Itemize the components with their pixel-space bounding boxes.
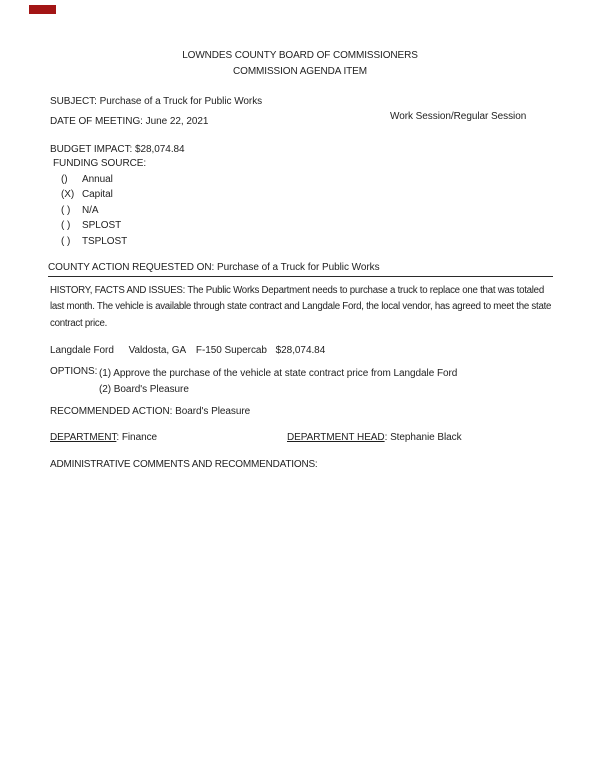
admin-comments-label: ADMINISTRATIVE COMMENTS AND RECOMMENDATIONS: (50, 459, 318, 470)
funding-option-label: TSPLOST (82, 235, 128, 247)
department-value: : Finance (116, 432, 158, 443)
document-title: LOWNDES COUNTY BOARD OF COMMISSIONERS (182, 50, 418, 61)
subject-value: Purchase of a Truck for Public Works (99, 96, 263, 107)
budget-impact-label: BUDGET IMPACT: (50, 144, 133, 155)
funding-source-list (61, 172, 127, 249)
recommended-action-value: Board's Pleasure (175, 406, 251, 417)
checkbox-tsplost: ( ) (61, 235, 71, 247)
checkbox-na: ( ) (61, 204, 71, 216)
funding-option-splost (61, 218, 127, 233)
subject-label: SUBJECT: (50, 96, 97, 107)
options-items (99, 366, 457, 398)
county-action-value: Purchase of a Truck for Public Works (217, 262, 380, 273)
meeting-date-line (50, 116, 208, 127)
history-facts-paragraph (50, 283, 558, 332)
options-label: OPTIONS: (50, 366, 98, 377)
funding-option-label: N/A (82, 204, 99, 216)
funding-option-label: SPLOST (82, 220, 122, 232)
history-text: The Public Works Department needs to purchase a truck to replace one that was totaled last month. The vehicle is available through state contract and Langdale Ford, the local vendor, has agreed to meet the state contract price. (50, 285, 552, 329)
department-head-line (287, 432, 462, 443)
recommended-action-line (50, 406, 250, 417)
vendor-line (50, 345, 325, 356)
department-head-value: : Stephanie Black (384, 432, 462, 443)
funding-option-label: Capital (82, 189, 113, 201)
recommended-action-label: RECOMMENDED ACTION: (50, 406, 173, 417)
option-2: (2) Board's Pleasure (99, 384, 189, 396)
meeting-date-label: DATE OF MEETING: (50, 116, 143, 127)
funding-option-tsplost (61, 234, 127, 249)
vendor-price: $28,074.84 (275, 345, 326, 356)
checkbox-splost: ( ) (61, 220, 71, 232)
county-action-line (48, 262, 553, 277)
funding-option-capital (61, 187, 127, 202)
redaction-mark (29, 5, 56, 14)
budget-impact-value: $28,074.84 (135, 144, 185, 155)
checkbox-capital-checked: (X) (61, 189, 75, 201)
session-type: Work Session/Regular Session (390, 111, 527, 122)
options-block (50, 366, 457, 398)
history-label: HISTORY, FACTS AND ISSUES: (50, 285, 186, 296)
county-action-label: COUNTY ACTION REQUESTED ON: (48, 262, 215, 273)
document-subtitle: COMMISSION AGENDA ITEM (233, 66, 367, 77)
option-1: (1) Approve the purchase of the vehicle at state contract price from Langdale Ford (99, 368, 458, 379)
checkbox-annual: () (61, 174, 68, 185)
funding-option-annual (61, 172, 127, 187)
vendor-name: Langdale Ford (50, 345, 114, 356)
vendor-vehicle: F-150 Supercab (195, 345, 267, 356)
funding-option-na (61, 203, 127, 218)
vendor-location: Valdosta, GA (128, 345, 187, 356)
subject-line (50, 96, 262, 107)
department-head-label: DEPARTMENT HEAD (287, 432, 385, 443)
funding-option-label: Annual (82, 174, 113, 185)
budget-impact-line (50, 144, 185, 155)
department-line (50, 432, 157, 443)
department-label: DEPARTMENT (50, 432, 117, 443)
meeting-date-value: June 22, 2021 (145, 116, 209, 127)
funding-source-label: FUNDING SOURCE: (53, 158, 147, 169)
